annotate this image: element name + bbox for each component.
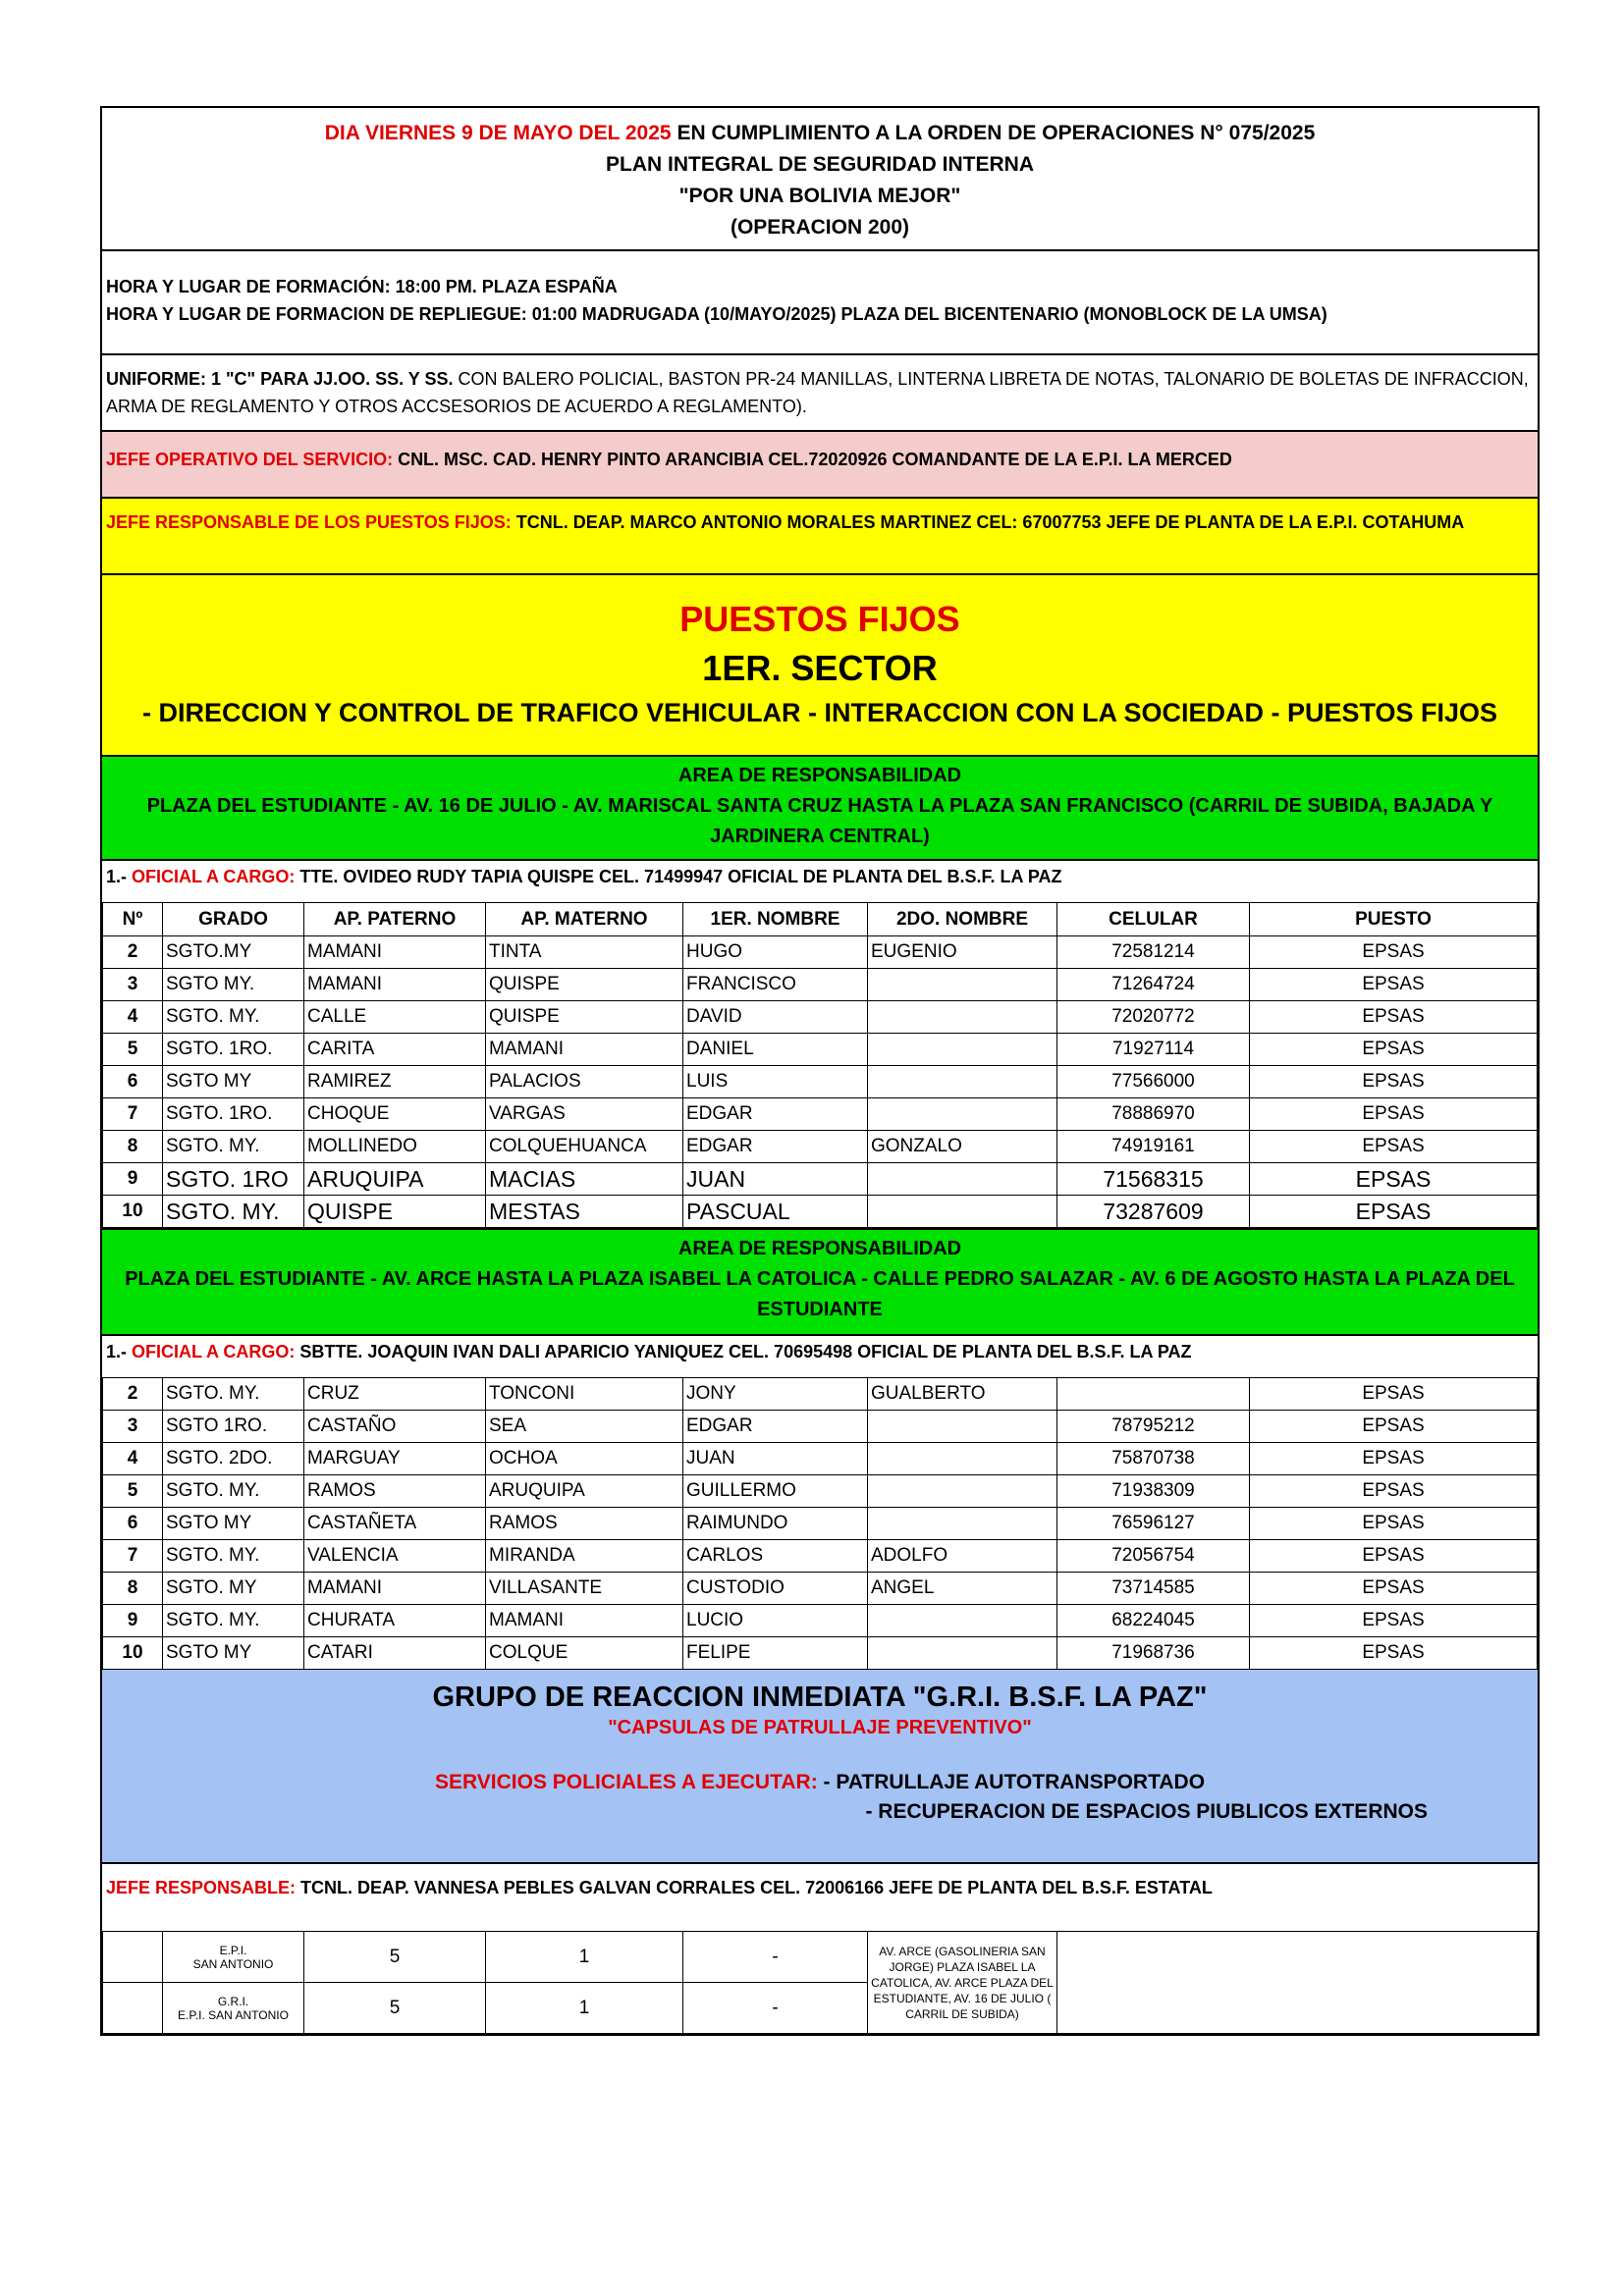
maternal-surname: QUISPE: [486, 969, 683, 1001]
area-text: PLAZA DEL ESTUDIANTE - AV. ARCE HASTA LA PLAZA ISABEL LA CATOLICA - CALLE PEDRO SALAZAR - AV. 6 DE AGOSTO HASTA LA PLAZA DEL ESTUDIANTE: [125, 1268, 1515, 1320]
paternal-surname: CHURATA: [304, 1605, 486, 1637]
personnel-table-2: [102, 1377, 1538, 1670]
maternal-surname: MAMANI: [486, 1605, 683, 1637]
row-number: 5: [103, 1034, 163, 1066]
first-name: EDGAR: [683, 1098, 868, 1131]
gri-banner: [102, 1670, 1538, 1864]
table-row: [103, 936, 1538, 969]
fixed-posts-subtitle: - DIRECCION Y CONTROL DE TRAFICO VEHICULAR - INTERACCION CON LA SOCIEDAD - PUESTOS FIJOS: [141, 698, 1498, 727]
maternal-surname: QUISPE: [486, 1001, 683, 1034]
chief-gri-label: JEFE RESPONSABLE:: [106, 1878, 297, 1897]
second-name: [868, 1605, 1057, 1637]
row-number: 2: [103, 936, 163, 969]
gri-services-label: SERVICIOS POLICIALES A EJECUTAR:: [434, 1771, 818, 1793]
table-header-row: [103, 903, 1538, 936]
row-number: 9: [103, 1163, 163, 1196]
maternal-surname: VARGAS: [486, 1098, 683, 1131]
second-name: [868, 1475, 1057, 1508]
column-header: AP. MATERNO: [486, 903, 683, 936]
first-name: JUAN: [683, 1443, 868, 1475]
second-name: GUALBERTO: [868, 1378, 1057, 1411]
second-name: [868, 1001, 1057, 1034]
post: EPSAS: [1250, 1573, 1538, 1605]
paternal-surname: ARUQUIPA: [304, 1163, 486, 1196]
table-row: [103, 1034, 1538, 1066]
first-name: RAIMUNDO: [683, 1508, 868, 1540]
maternal-surname: ARUQUIPA: [486, 1475, 683, 1508]
area-label: AREA DE RESPONSABILIDAD: [677, 1238, 962, 1259]
row-number: 3: [103, 1411, 163, 1443]
post: EPSAS: [1250, 1098, 1538, 1131]
operations-order-document: [100, 106, 1540, 2036]
phone: 71264724: [1057, 969, 1250, 1001]
paternal-surname: VALENCIA: [304, 1540, 486, 1573]
paternal-surname: RAMIREZ: [304, 1066, 486, 1098]
officer-in-charge-1: [102, 861, 1538, 902]
paternal-surname: CHOQUE: [304, 1098, 486, 1131]
uniform-text: CON BALERO POLICIAL, BASTON PR-24 MANILLAS, LINTERNA LIBRETA DE NOTAS, TALONARIO DE BOLETAS DE INFRACCION, ARMA DE REGLAMENTO Y OTROS ACCSESORIOS DE ACUERDO A REGLAMENTO).: [106, 369, 1529, 416]
second-name: [868, 1637, 1057, 1670]
fixed-posts-title: PUESTOS FIJOS: [679, 599, 960, 639]
table-row: [103, 1411, 1538, 1443]
header-order: EN CUMPLIMIENTO A LA ORDEN DE OPERACIONES N° 075/2025: [671, 122, 1316, 144]
rank: SGTO MY: [163, 1508, 304, 1540]
paternal-surname: MARGUAY: [304, 1443, 486, 1475]
row-number: 10: [103, 1196, 163, 1228]
second-name: [868, 1196, 1057, 1228]
post: EPSAS: [1250, 969, 1538, 1001]
row-number: 3: [103, 969, 163, 1001]
phone: [1057, 1378, 1250, 1411]
row-number: 10: [103, 1637, 163, 1670]
officer-text: SBTTE. JOAQUIN IVAN DALI APARICIO YANIQUEZ CEL. 70695498 OFICIAL DE PLANTA DEL B.S.F. LA PAZ: [295, 1342, 1192, 1362]
header-block: [102, 108, 1538, 251]
table-row: [103, 1573, 1538, 1605]
chief-operations: [102, 432, 1538, 499]
second-name: [868, 1411, 1057, 1443]
first-name: DANIEL: [683, 1034, 868, 1066]
rank: SGTO 1RO.: [163, 1411, 304, 1443]
rank: SGTO. 1RO.: [163, 1098, 304, 1131]
paternal-surname: MAMANI: [304, 1573, 486, 1605]
table-row: [103, 1540, 1538, 1573]
paternal-surname: RAMOS: [304, 1475, 486, 1508]
unit-count-3: -: [683, 1983, 868, 2034]
first-name: GUILLERMO: [683, 1475, 868, 1508]
officer-label: OFICIAL A CARGO:: [127, 1342, 296, 1362]
table-row: [103, 1098, 1538, 1131]
post: EPSAS: [1250, 1196, 1538, 1228]
phone: 78886970: [1057, 1098, 1250, 1131]
formation-times: [102, 251, 1538, 355]
chief-fixed-posts: [102, 499, 1538, 575]
phone: 77566000: [1057, 1066, 1250, 1098]
second-name: GONZALO: [868, 1131, 1057, 1163]
unit-name: G.R.I. E.P.I. SAN ANTONIO: [163, 1983, 304, 2034]
gri-services-line1: [102, 1768, 1538, 1797]
row-number: 2: [103, 1378, 163, 1411]
rank: SGTO MY: [163, 1637, 304, 1670]
column-header: 1ER. NOMBRE: [683, 903, 868, 936]
paternal-surname: CASTAÑETA: [304, 1508, 486, 1540]
maternal-surname: COLQUE: [486, 1637, 683, 1670]
paternal-surname: CASTAÑO: [304, 1411, 486, 1443]
row-number: 9: [103, 1605, 163, 1637]
first-name: JONY: [683, 1378, 868, 1411]
column-header: GRADO: [163, 903, 304, 936]
post: EPSAS: [1250, 1378, 1538, 1411]
unit-count-2: 1: [486, 1932, 683, 1983]
table-row: [103, 1443, 1538, 1475]
header-operation: (OPERACION 200): [730, 216, 910, 239]
uniform-label: UNIFORME: 1 "C" PARA JJ.OO. SS. Y SS.: [106, 369, 454, 389]
area-label: AREA DE RESPONSABILIDAD: [677, 765, 962, 786]
table-row: [103, 1131, 1538, 1163]
rank: SGTO. MY: [163, 1573, 304, 1605]
first-name: DAVID: [683, 1001, 868, 1034]
unit-address: AV. ARCE (GASOLINERIA SAN JORGE) PLAZA ISABEL LA CATOLICA, AV. ARCE PLAZA DEL ESTUDIANTE, AV. 16 DE JULIO ( CARRIL DE SUBIDA): [868, 1932, 1057, 2034]
post: EPSAS: [1250, 1411, 1538, 1443]
second-name: EUGENIO: [868, 936, 1057, 969]
second-name: [868, 1443, 1057, 1475]
rank: SGTO MY: [163, 1066, 304, 1098]
second-name: [868, 1066, 1057, 1098]
sector-title: 1ER. SECTOR: [702, 648, 938, 688]
withdrawal-line: HORA Y LUGAR DE FORMACION DE REPLIEGUE: 01:00 MADRUGADA (10/MAYO/2025) PLAZA DEL BICENTENARIO (MONOBLOCK DE LA UMSA): [106, 304, 1327, 324]
first-name: EDGAR: [683, 1411, 868, 1443]
unit-count-2: 1: [486, 1983, 683, 2034]
first-name: PASCUAL: [683, 1196, 868, 1228]
table-row: [103, 1637, 1538, 1670]
personnel-table-1: [102, 902, 1538, 1228]
first-name: EDGAR: [683, 1131, 868, 1163]
gri-service-1: - PATRULLAJE AUTOTRANSPORTADO: [817, 1771, 1206, 1793]
first-name: LUIS: [683, 1066, 868, 1098]
second-name: [868, 1163, 1057, 1196]
uniform-block: [102, 355, 1538, 432]
row-number: 8: [103, 1131, 163, 1163]
maternal-surname: TINTA: [486, 936, 683, 969]
phone: 73287609: [1057, 1196, 1250, 1228]
first-name: JUAN: [683, 1163, 868, 1196]
phone: 72020772: [1057, 1001, 1250, 1034]
rank: SGTO MY.: [163, 969, 304, 1001]
row-number: 5: [103, 1475, 163, 1508]
post: EPSAS: [1250, 936, 1538, 969]
rank: SGTO.MY: [163, 936, 304, 969]
phone: 71568315: [1057, 1163, 1250, 1196]
first-name: FRANCISCO: [683, 969, 868, 1001]
row-number: 6: [103, 1508, 163, 1540]
post: EPSAS: [1250, 1508, 1538, 1540]
post: EPSAS: [1250, 1066, 1538, 1098]
post: EPSAS: [1250, 1034, 1538, 1066]
post: EPSAS: [1250, 1001, 1538, 1034]
rank: SGTO. MY.: [163, 1378, 304, 1411]
column-header: CELULAR: [1057, 903, 1250, 936]
maternal-surname: TONCONI: [486, 1378, 683, 1411]
chief-operations-label: JEFE OPERATIVO DEL SERVICIO:: [106, 450, 394, 469]
column-header: AP. PATERNO: [304, 903, 486, 936]
second-name: [868, 1034, 1057, 1066]
rank: SGTO. MY.: [163, 1605, 304, 1637]
maternal-surname: RAMOS: [486, 1508, 683, 1540]
paternal-surname: MOLLINEDO: [304, 1131, 486, 1163]
post: EPSAS: [1250, 1131, 1538, 1163]
second-name: ADOLFO: [868, 1540, 1057, 1573]
first-name: CARLOS: [683, 1540, 868, 1573]
second-name: [868, 1098, 1057, 1131]
chief-fixed-posts-label: JEFE RESPONSABLE DE LOS PUESTOS FIJOS:: [106, 512, 512, 532]
paternal-surname: CARITA: [304, 1034, 486, 1066]
table-row: [103, 1932, 1538, 1983]
phone: 68224045: [1057, 1605, 1250, 1637]
officer-label: OFICIAL A CARGO:: [127, 867, 296, 886]
column-header: PUESTO: [1250, 903, 1538, 936]
area-of-responsibility-1: [102, 757, 1538, 861]
phone: 72581214: [1057, 936, 1250, 969]
table-row: [103, 1001, 1538, 1034]
table-row: [103, 969, 1538, 1001]
rank: SGTO. MY.: [163, 1475, 304, 1508]
area-text: PLAZA DEL ESTUDIANTE - AV. 16 DE JULIO - AV. MARISCAL SANTA CRUZ HASTA LA PLAZA SAN FRANCISCO (CARRIL DE SUBIDA, BAJADA Y JARDINERA CENTRAL): [146, 795, 1493, 847]
column-header: 2DO. NOMBRE: [868, 903, 1057, 936]
row-number: 6: [103, 1066, 163, 1098]
table-row: [103, 1066, 1538, 1098]
first-name: FELIPE: [683, 1637, 868, 1670]
first-name: CUSTODIO: [683, 1573, 868, 1605]
phone: 73714585: [1057, 1573, 1250, 1605]
maternal-surname: SEA: [486, 1411, 683, 1443]
gri-title: GRUPO DE REACCION INMEDIATA "G.R.I. B.S.F. LA PAZ": [432, 1682, 1208, 1713]
maternal-surname: VILLASANTE: [486, 1573, 683, 1605]
paternal-surname: MAMANI: [304, 969, 486, 1001]
post: EPSAS: [1250, 1605, 1538, 1637]
post: EPSAS: [1250, 1637, 1538, 1670]
chief-fixed-posts-text: TCNL. DEAP. MARCO ANTONIO MORALES MARTINEZ CEL: 67007753 JEFE DE PLANTA DE LA E.P.I. COTAHUMA: [511, 512, 1465, 532]
table-row: [103, 1508, 1538, 1540]
second-name: [868, 1508, 1057, 1540]
rank: SGTO. 1RO.: [163, 1034, 304, 1066]
officer-num: 1.-: [106, 867, 128, 886]
rank: SGTO. MY.: [163, 1001, 304, 1034]
maternal-surname: MIRANDA: [486, 1540, 683, 1573]
chief-gri: [102, 1864, 1538, 1931]
header-motto: "POR UNA BOLIVIA MEJOR": [678, 185, 961, 207]
header-plan: PLAN INTEGRAL DE SEGURIDAD INTERNA: [606, 153, 1034, 176]
post: EPSAS: [1250, 1163, 1538, 1196]
table-row: [103, 1163, 1538, 1196]
area-of-responsibility-2: [102, 1228, 1538, 1336]
table-row: [103, 1196, 1538, 1228]
rank: SGTO. 2DO.: [163, 1443, 304, 1475]
table-row: [103, 1378, 1538, 1411]
unit-count-3: -: [683, 1932, 868, 1983]
header-date: DIA VIERNES 9 DE MAYO DEL 2025: [324, 122, 672, 144]
phone: 75870738: [1057, 1443, 1250, 1475]
phone: 71968736: [1057, 1637, 1250, 1670]
post: EPSAS: [1250, 1475, 1538, 1508]
phone: 72056754: [1057, 1540, 1250, 1573]
phone: 71927114: [1057, 1034, 1250, 1066]
table-row: [103, 1475, 1538, 1508]
officer-text: TTE. OVIDEO RUDY TAPIA QUISPE CEL. 71499947 OFICIAL DE PLANTA DEL B.S.F. LA PAZ: [295, 867, 1062, 886]
second-name: ANGEL: [868, 1573, 1057, 1605]
chief-operations-text: CNL. MSC. CAD. HENRY PINTO ARANCIBIA CEL.72020926 COMANDANTE DE LA E.P.I. LA MERCED: [393, 450, 1232, 469]
second-name: [868, 969, 1057, 1001]
officer-num: 1.-: [106, 1342, 128, 1362]
chief-gri-text: TCNL. DEAP. VANNESA PEBLES GALVAN CORRALES CEL. 72006166 JEFE DE PLANTA DEL B.S.F. ESTATAL: [296, 1878, 1213, 1897]
fixed-posts-banner: [102, 575, 1538, 757]
paternal-surname: CATARI: [304, 1637, 486, 1670]
post: EPSAS: [1250, 1443, 1538, 1475]
paternal-surname: MAMANI: [304, 936, 486, 969]
column-header: Nº: [103, 903, 163, 936]
rank: SGTO. MY.: [163, 1540, 304, 1573]
phone: 78795212: [1057, 1411, 1250, 1443]
paternal-surname: CALLE: [304, 1001, 486, 1034]
row-number: 7: [103, 1540, 163, 1573]
officer-in-charge-2: [102, 1336, 1538, 1377]
maternal-surname: COLQUEHUANCA: [486, 1131, 683, 1163]
gri-subtitle: "CAPSULAS DE PATRULLAJE PREVENTIVO": [608, 1717, 1032, 1738]
row-number: 4: [103, 1001, 163, 1034]
unit-count-1: 5: [304, 1983, 486, 2034]
maternal-surname: MAMANI: [486, 1034, 683, 1066]
table-row: [103, 1605, 1538, 1637]
row-number: 8: [103, 1573, 163, 1605]
phone: 71938309: [1057, 1475, 1250, 1508]
rank: SGTO. MY.: [163, 1196, 304, 1228]
first-name: LUCIO: [683, 1605, 868, 1637]
row-number: 7: [103, 1098, 163, 1131]
unit-name: E.P.I. SAN ANTONIO: [163, 1932, 304, 1983]
maternal-surname: MACIAS: [486, 1163, 683, 1196]
phone: 76596127: [1057, 1508, 1250, 1540]
post: EPSAS: [1250, 1540, 1538, 1573]
rank: SGTO. MY.: [163, 1131, 304, 1163]
formation-line: HORA Y LUGAR DE FORMACIÓN: 18:00 PM. PLAZA ESPAÑA: [106, 277, 618, 296]
maternal-surname: MESTAS: [486, 1196, 683, 1228]
unit-count-1: 5: [304, 1932, 486, 1983]
rank: SGTO. 1RO: [163, 1163, 304, 1196]
maternal-surname: OCHOA: [486, 1443, 683, 1475]
maternal-surname: PALACIOS: [486, 1066, 683, 1098]
paternal-surname: CRUZ: [304, 1378, 486, 1411]
gri-units-table: [102, 1931, 1538, 2034]
phone: 74919161: [1057, 1131, 1250, 1163]
first-name: HUGO: [683, 936, 868, 969]
paternal-surname: QUISPE: [304, 1196, 486, 1228]
row-number: 4: [103, 1443, 163, 1475]
gri-service-2: - RECUPERACION DE ESPACIOS PIUBLICOS EXTERNOS: [865, 1800, 1428, 1823]
